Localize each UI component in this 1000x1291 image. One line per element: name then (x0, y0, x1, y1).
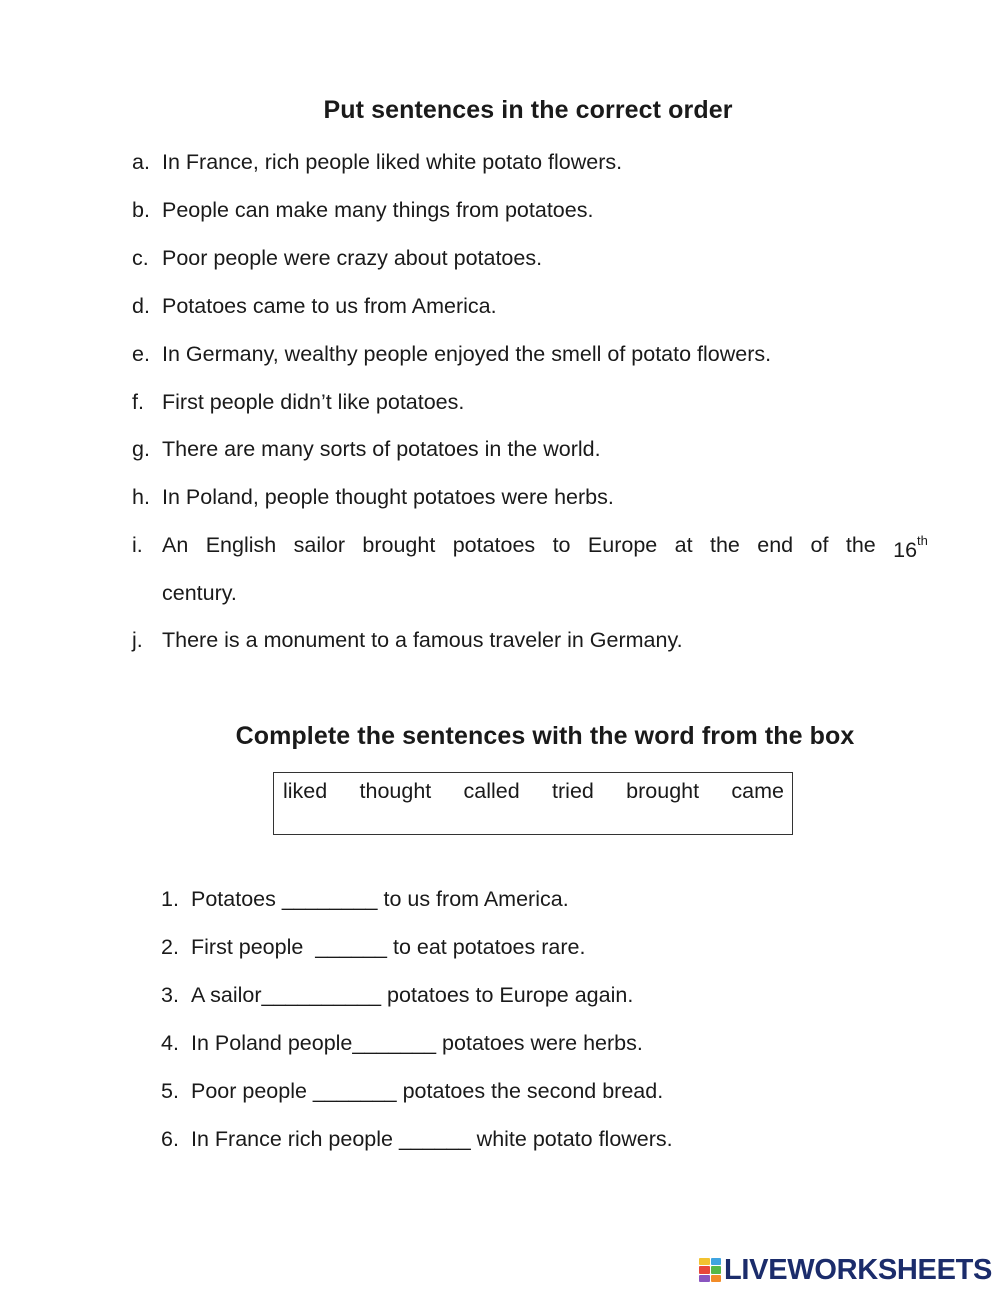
fill-item-3 (161, 983, 633, 1007)
item-text: Potatoes came to us from America. (162, 294, 497, 318)
item-text: First people ______ to eat potatoes rare. (191, 935, 586, 959)
order-item-f (132, 390, 928, 414)
word: An (162, 533, 189, 557)
logo-mark-icon (699, 1258, 721, 1282)
order-item-g (132, 437, 928, 461)
word: sailor (293, 533, 345, 557)
item-label: f. (132, 390, 144, 414)
item-text: Poor people were crazy about potatoes. (162, 246, 543, 270)
word: the (845, 533, 876, 557)
logo-tile (711, 1258, 722, 1265)
item-label: 4. (161, 1031, 179, 1055)
logo-tile (699, 1266, 710, 1273)
item-text: In Poland people_______ potatoes were herbs. (191, 1031, 643, 1055)
order-item-i-line2 (162, 581, 958, 605)
item-label: a. (132, 150, 150, 174)
item-text: In France rich people ______ white potato flowers. (191, 1127, 673, 1151)
order-item-b (132, 198, 928, 222)
order-item-a (132, 150, 928, 174)
word: brought (362, 533, 436, 557)
order-item-e (132, 342, 928, 366)
item-label: j. (132, 628, 143, 652)
order-item-d (132, 294, 928, 318)
fill-item-4 (161, 1031, 643, 1055)
item-text-continuation: century. (162, 581, 237, 605)
word-box-word: thought (359, 779, 432, 803)
word-box-word: brought (626, 779, 700, 803)
item-text: In Germany, wealthy people enjoyed the smell of potato flowers. (162, 342, 772, 366)
item-label: c. (132, 246, 149, 270)
word: end (757, 533, 794, 557)
word: English (205, 533, 277, 557)
item-text: First people didn’t like potatoes. (162, 390, 465, 414)
item-label: b. (132, 198, 150, 222)
logo-text: LIVEWORKSHEETS (724, 1253, 993, 1286)
item-label: g. (132, 437, 150, 461)
logo-tile (711, 1266, 722, 1273)
item-text: Poor people _______ potatoes the second bread. (191, 1079, 664, 1103)
order-item-i-line1 (162, 533, 928, 562)
word-box-word: tried (552, 779, 594, 803)
item-label: i. (132, 533, 143, 557)
word-box-word: came (731, 779, 784, 803)
item-label: 5. (161, 1079, 179, 1103)
order-item-j (132, 628, 928, 652)
word-ordinal (893, 533, 928, 562)
item-text: Potatoes ________ to us from America. (191, 887, 569, 911)
item-label: 3. (161, 983, 179, 1007)
fill-item-2 (161, 935, 585, 959)
liveworksheets-logo[interactable] (699, 1253, 993, 1286)
word: to (552, 533, 571, 557)
item-text: In Poland, people thought potatoes were herbs. (162, 485, 614, 509)
order-item-c (132, 246, 928, 270)
section-title-order: Put sentences in the correct order (323, 96, 733, 124)
item-label: 2. (161, 935, 179, 959)
logo-tile (699, 1275, 710, 1282)
fill-item-1 (161, 887, 569, 911)
word-box-word: called (463, 779, 520, 803)
item-label: 1. (161, 887, 179, 911)
item-label: d. (132, 294, 150, 318)
logo-tile (699, 1258, 710, 1265)
item-text: In France, rich people liked white potato flowers. (162, 150, 623, 174)
word-box (273, 772, 793, 835)
word: Europe (587, 533, 658, 557)
word: at (674, 533, 693, 557)
word-box-word: liked (283, 779, 328, 803)
section-title-complete: Complete the sentences with the word from the box (235, 722, 855, 750)
order-item-h (132, 485, 928, 509)
word: the (709, 533, 740, 557)
item-label: 6. (161, 1127, 179, 1151)
item-text: A sailor__________ potatoes to Europe again. (191, 983, 634, 1007)
item-text: There are many sorts of potatoes in the world. (162, 437, 601, 461)
fill-item-5 (161, 1079, 663, 1103)
ordinal-suffix: th (917, 533, 928, 548)
ordinal-number: 16 (893, 538, 918, 563)
logo-tile (711, 1275, 722, 1282)
item-label: h. (132, 485, 150, 509)
item-text: People can make many things from potatoes. (162, 198, 594, 222)
fill-item-6 (161, 1127, 673, 1151)
word-box-words (283, 779, 784, 803)
item-label: e. (132, 342, 150, 366)
word: of (810, 533, 829, 557)
word: potatoes (452, 533, 536, 557)
item-text: There is a monument to a famous traveler in Germany. (162, 628, 683, 652)
